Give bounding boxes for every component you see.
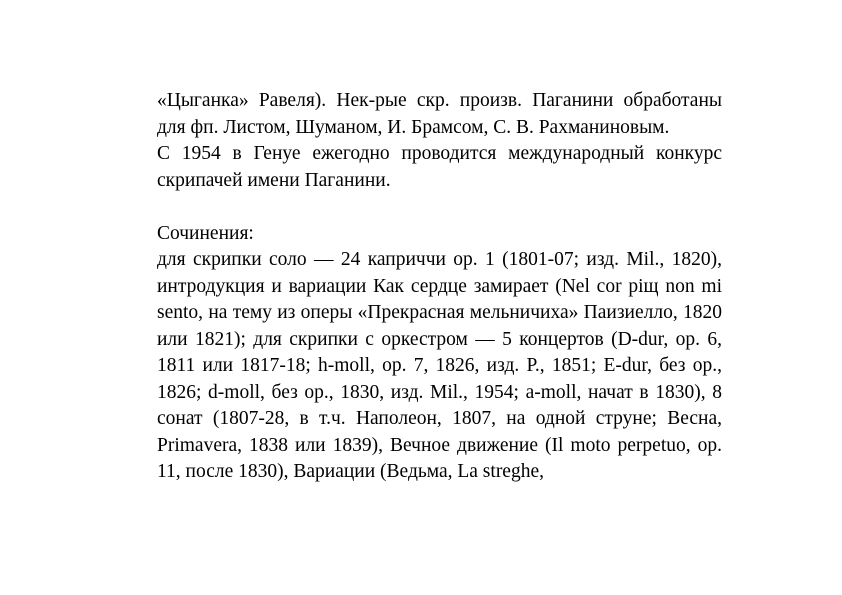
paragraph-competition: С 1954 в Генуе ежегодно проводится международный конкурс скрипачей имени Паганини. [157, 143, 722, 191]
paragraph-arrangements: «Цыганка» Равеля). Нек-рые скр. произв. Паганини обработаны для фп. Листом, Шуманом, И. Брамсом, С. В. Рахманиновым. [157, 90, 722, 138]
paragraph-works-list: для скрипки соло — 24 каприччи ор. 1 (1801-07; изд. Mil., 1820), интродукция и вариации Как сердце замирает (Nel cor piщ non mi sento, на тему из оперы «Прекрасная мельничиха» Паизиелло, 1820 или 1821); для скрипки с оркестром — 5 концертов (D-dur, ор. 6, 1811 или 1817-18; h-moll, ор. 7, 1826, изд. Р., 1851; E-dur, без ор., 1826; d-moll, без ор., 1830, изд. Mil., 1954; a-moll, начат в 1830), 8 сонат (1807-28, в т.ч. Наполеон, 1807, на одной струне; Весна, Primavera, 1838 или 1839), Вечное движение (Il moto perpetuo, ор. 11, после 1830), Вариации (Ведьма, La streghe, [157, 249, 722, 482]
text-block [157, 88, 722, 486]
section-heading-works: Сочинения: [157, 222, 254, 244]
